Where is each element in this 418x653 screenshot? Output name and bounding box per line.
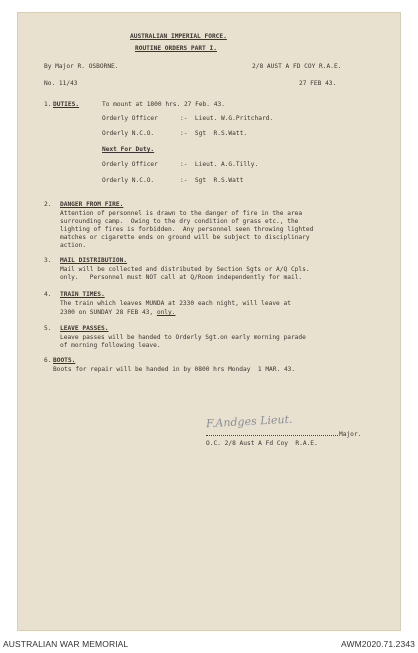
- section-4-line-1: The train which leaves MUNDA at 2330 each night, will leave at: [60, 300, 291, 307]
- footer-source: AUSTRALIAN WAR MEMORIAL: [3, 639, 129, 649]
- section-2-line-1: Attention of personnel is drawn to the danger of fire in the area: [60, 210, 303, 217]
- section-5-line-1: Leave passes will be handed to Orderly Sgt.on early morning parade: [60, 334, 306, 341]
- section-3-line-2: only. Personnel must NOT call at Q/Room independently for mail.: [60, 274, 303, 281]
- section-2-line-5: action.: [60, 242, 87, 249]
- section-2-line-4: matches or cigarette ends on ground will be subject to disciplinary: [60, 234, 310, 241]
- section-1-row-2-label: Orderly N.C.O.: [102, 130, 155, 137]
- section-1-row-2-value: :- Sgt R.S.Watt.: [180, 130, 248, 137]
- handwritten-signature: F.Andges Lieut.: [205, 412, 293, 431]
- section-5-line-2: of morning following leave.: [60, 342, 161, 349]
- section-6-line-1: Boots for repair will be handed in by 0800 hrs Monday 1 MAR. 43.: [53, 366, 296, 373]
- section-2-number: 2.: [44, 201, 52, 208]
- footer-accession: AWM2020.71.2343: [341, 639, 415, 649]
- document-subheading: ROUTINE ORDERS PART I.: [135, 45, 217, 52]
- section-5-title: LEAVE PASSES.: [60, 325, 109, 332]
- section-1-mount: To mount at 1800 hrs. 27 Feb. 43.: [102, 101, 225, 108]
- section-6-title: BOOTS.: [53, 357, 76, 364]
- signature-oc: O.C. 2/8 Aust A Fd Coy R.A.E.: [206, 440, 318, 447]
- section-2-line-3: lighting of fires is forbidden. Any personnel seen throwing lighted: [60, 226, 314, 233]
- section-2-title: DANGER FROM FIRE.: [60, 201, 124, 208]
- section-1-row-1-value: :- Lieut. W.G.Pritchard.: [180, 115, 274, 122]
- section-4-line-2: [60, 309, 176, 317]
- section-1-row-3-value: :- Lieut. A.G.Tilly.: [180, 161, 259, 168]
- section-1-next-duty: Next For Duty.: [102, 146, 155, 153]
- section-1-row-4-value: :- Sgt R.S.Watt: [180, 177, 244, 184]
- section-4-title: TRAIN TIMES.: [60, 291, 105, 298]
- section-2-line-2: surrounding camp. Owing to the dry condition of grass etc., the: [60, 218, 299, 225]
- section-6-number: 6.: [44, 357, 52, 364]
- unit-name: 2/8 AUST A FD COY R.A.E.: [252, 63, 342, 70]
- section-1-title: DUTIES.: [53, 101, 80, 108]
- section-3-line-1: Mail will be collected and distributed by Section Sgts or A/Q Cpls.: [60, 266, 310, 273]
- issued-by: By Major R. OSBORNE.: [44, 63, 119, 70]
- section-1-number: 1.: [44, 101, 52, 108]
- section-4-only: only.: [156, 309, 176, 316]
- section-3-title: MAIL DISTRIBUTION.: [60, 257, 128, 264]
- section-1-row-4-label: Orderly N.C.O.: [102, 177, 155, 184]
- signature-major: Major.: [339, 431, 362, 438]
- section-4-number: 4.: [44, 291, 52, 298]
- order-date: 27 FEB 43.: [299, 80, 337, 87]
- section-3-number: 3.: [44, 257, 52, 264]
- document-heading: AUSTRALIAN IMPERIAL FORCE.: [130, 33, 227, 40]
- section-1-row-3-label: Orderly Officer: [102, 161, 158, 168]
- section-4-line-2-text: 2300 on SUNDAY 28 FEB 43,: [60, 309, 157, 316]
- signature-line: [206, 435, 338, 436]
- section-1-row-1-label: Orderly Officer: [102, 115, 158, 122]
- order-number: No. 11/43: [44, 80, 78, 87]
- section-5-number: 5.: [44, 325, 52, 332]
